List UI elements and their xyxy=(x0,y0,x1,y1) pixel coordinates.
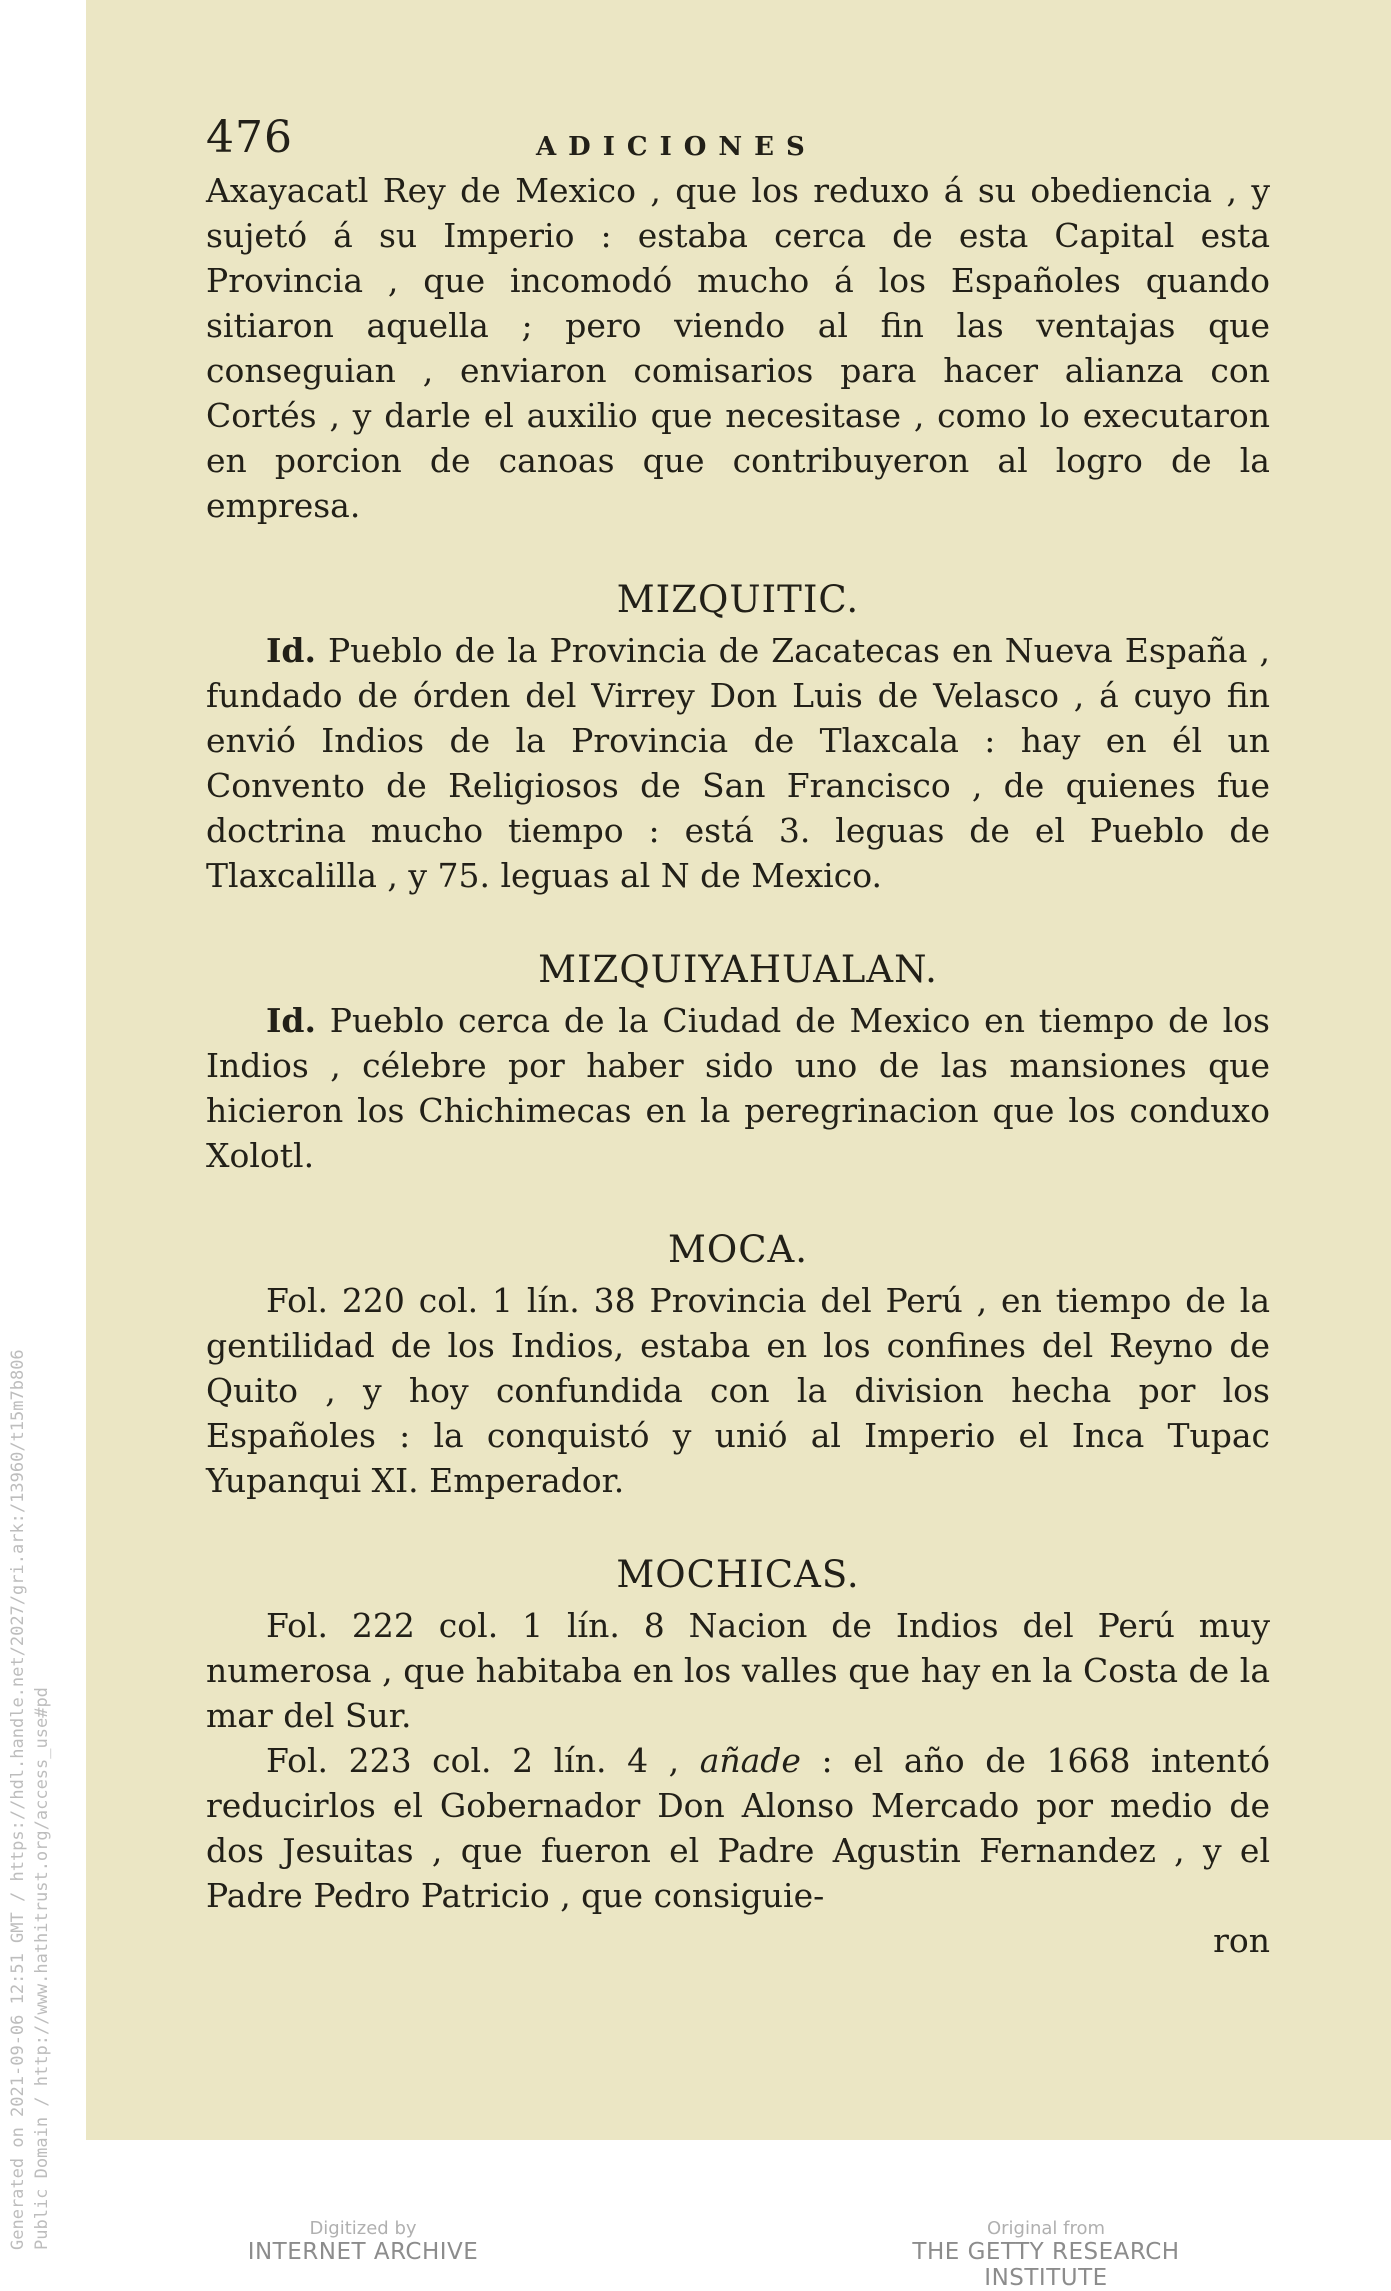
entry-lead: Fol. 222 col. 1 lín. 8 xyxy=(266,1606,665,1645)
entry-paragraph xyxy=(206,1738,1270,1918)
entry-paragraph xyxy=(206,1278,1270,1503)
entry-text: : el año de 1668 intentó reducirlos el Gobernador Don Alonso Mercado por medio de dos Jesuitas , que fueron el Padre Agustin Fernandez , y el Padre Pedro Patricio , que consiguie- xyxy=(206,1741,1270,1915)
footer-digitized-source: INTERNET ARCHIVE xyxy=(247,2239,479,2265)
page-header xyxy=(206,112,1270,168)
footer-digitized-label: Digitized by xyxy=(309,2218,417,2239)
entry-heading: MOCHICAS. xyxy=(616,1553,860,1596)
stamp-line-1: Generated on 2021-09-06 12:51 GMT / https://hdl.handle.net/2027/gri.ark:/13960/t15m7b806 xyxy=(8,1349,28,2250)
stamp-line-2: Public Domain / http://www.hathitrust.org/access_use#pd xyxy=(32,1687,52,2250)
entry-emphasis: añade xyxy=(699,1741,801,1780)
generation-stamp xyxy=(2,1150,62,2250)
entry-lead: Fol. 220 col. 1 lín. 38 xyxy=(266,1281,636,1320)
footer-original-label: Original from xyxy=(986,2218,1106,2239)
entry-heading: MIZQUIYAHUALAN. xyxy=(538,948,938,991)
entry-paragraph xyxy=(206,998,1270,1178)
entry-paragraph xyxy=(206,1603,1270,1738)
entry-paragraph xyxy=(206,628,1270,898)
entry-text: Provincia del Perú , en tiempo de la gentilidad de los Indios, estaba en los confines del Reyno de Quito , y hoy confundida con la division hecha por los Españoles : la conquistó y unió al Imperio el Inca Tupac Yupanqui XI. Emperador. xyxy=(206,1281,1270,1500)
entry-lead: Id. xyxy=(266,1001,316,1040)
entry-text: Pueblo de la Provincia de Zacatecas en Nueva España , fundado de órden del Virrey Don Luis de Velasco , á cuyo fin envió Indios de la Provincia de Tlaxcala : hay en él un Convento de Religiosos de San Francisco , de quienes fue doctrina mucho tiempo : está 3. leguas de el Pueblo de Tlaxcalilla , y 75. leguas al N de Mexico. xyxy=(206,631,1270,895)
catchword: ron xyxy=(1213,1921,1270,1960)
entry-lead: Fol. 223 col. 2 lín. 4 , xyxy=(266,1741,680,1780)
running-title: ADICIONES xyxy=(536,132,817,162)
entry-heading: MIZQUITIC. xyxy=(616,578,860,621)
footer-digitized xyxy=(238,2218,488,2265)
page-text xyxy=(206,112,1270,1963)
paragraph-text: Axayacatl Rey de Mexico , que los reduxo á su obediencia , y sujetó á su Imperio : estaba cerca de esta Capital esta Provincia , que incomodó mucho á los Españoles quando sitiaron aquella ; pero viendo al fin las ventajas que conseguian , enviaron comisarios para hacer alianza con Cortés , y darle el auxilio que necesitase , como lo executaron en porcion de canoas que contribuyeron al logro de la empresa. xyxy=(206,171,1270,525)
entry-heading: MOCA. xyxy=(667,1228,808,1271)
footer-original xyxy=(856,2218,1236,2291)
footer-original-source: THE GETTY RESEARCH INSTITUTE xyxy=(912,2239,1180,2291)
entry-text: Pueblo cerca de la Ciudad de Mexico en tiempo de los Indios , célebre por haber sido uno de las mansiones que hicieron los Chichimecas en la peregrinacion que los conduxo Xolotl. xyxy=(206,1001,1270,1175)
paragraph-continuation xyxy=(206,168,1270,528)
entry-text: Nacion de Indios del Perú muy numerosa , que habitaba en los valles que hay en la Costa de la mar del Sur. xyxy=(206,1606,1270,1735)
entry-lead: Id. xyxy=(266,631,316,670)
page-number: 476 xyxy=(206,112,293,163)
